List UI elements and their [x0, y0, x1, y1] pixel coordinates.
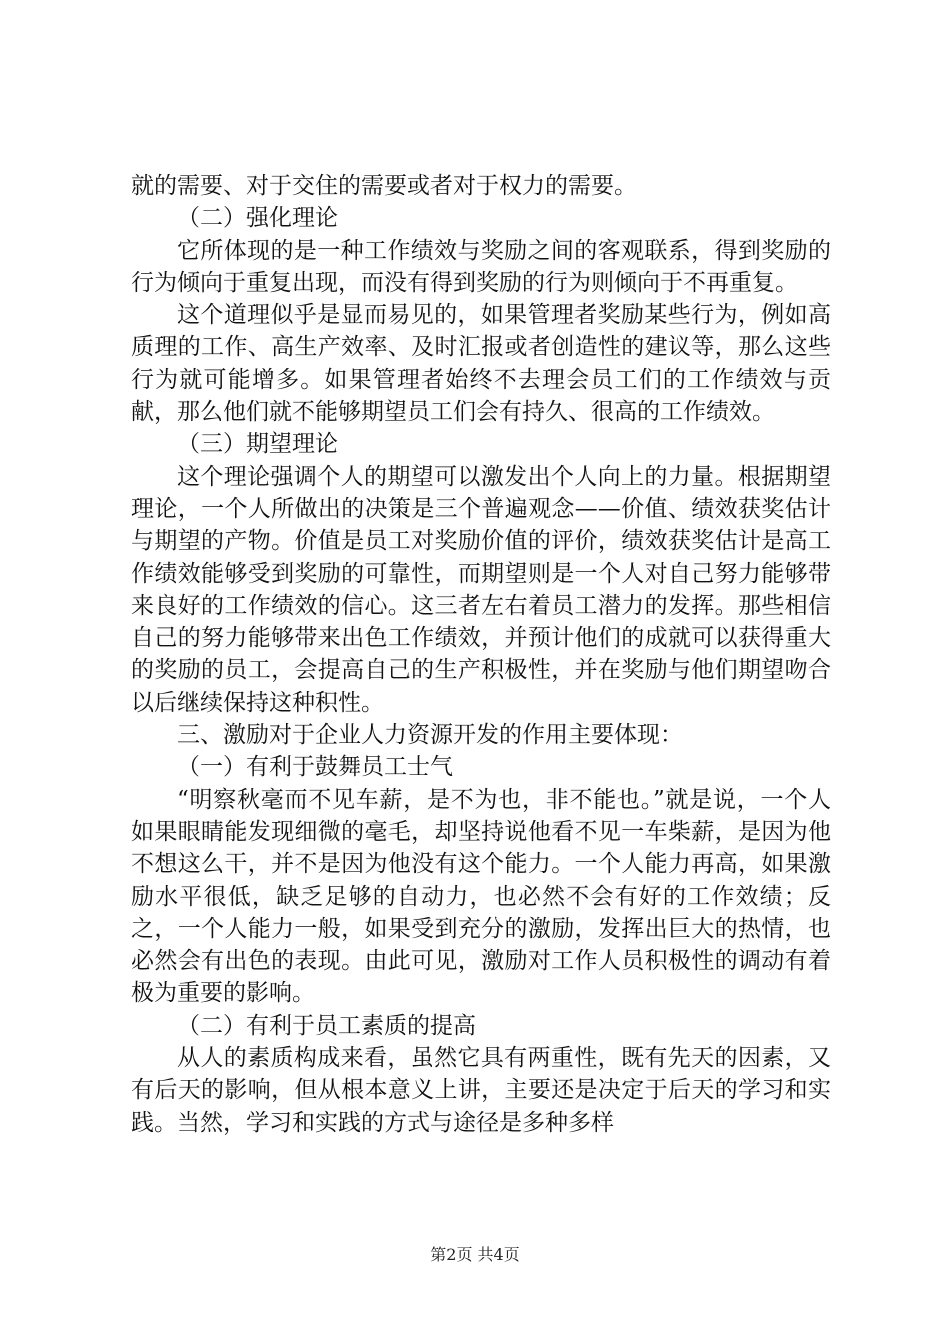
section-heading-quality: （二）有利于员工素质的提高 [177, 1012, 476, 1039]
page-number: 第2页 共4页 [430, 1245, 520, 1264]
section-heading-morale: （一）有利于鼓舞员工士气 [177, 754, 453, 781]
paragraph-continuation: 就的需要、对于交住的需要或者对于权力的需要。 [131, 173, 637, 199]
document-body [131, 170, 831, 1139]
section-heading-expectancy-theory: （三）期望理论 [177, 431, 338, 458]
section-heading-part-three: 三、激励对于企业人力资源开发的作用主要体现： [177, 722, 683, 749]
section-heading-reinforcement-theory: （二）强化理论 [177, 205, 338, 232]
paragraph: 这个道理似乎是显而易见的，如果管理者奖励某些行为，例如高质理的工作、高生产效率、及时汇报或者创造性的建议等，那么这些行为就可能增多。如果管理者始终不去理会员工们的工作绩效与贡献，那么他们就不能够期望员工们会有持久、很高的工作绩效。 [131, 302, 831, 426]
paragraph: 它所体现的是一种工作绩效与奖励之间的客观联系，得到奖励的行为倾向于重复出现，而没有得到奖励的行为则倾向于不再重复。 [131, 237, 831, 296]
paragraph: 从人的素质构成来看，虽然它具有两重性，既有先天的因素，又有后天的影响，但从根本意义上讲，主要还是决定于后天的学习和实践。当然，学习和实践的方式与途径是多种多样 [131, 1045, 831, 1136]
paragraph: 这个理论强调个人的期望可以激发出个人向上的力量。根据期望理论，一个人所做出的决策是三个普遍观念——价值、绩效获奖估计与期望的产物。价值是员工对奖励价值的评价，绩效获奖估计是高工作绩效能够受到奖励的可靠性，而期望则是一个人对自己努力能够带来良好的工作绩效的信心。这三者左右着员工潜力的发挥。那些相信自己的努力能够带来出色工作绩效，并预计他们的成就可以获得重大的奖励的员工，会提高自己的生产积极性，并在奖励与他们期望吻合以后继续保持这种积性。 [131, 463, 831, 716]
paragraph: “明察秋毫而不见车薪，是不为也，非不能也。”就是说，一个人如果眼睛能发现细微的毫毛，却坚持说他看不见一车柴薪，是因为他不想这么干，并不是因为他没有这个能力。一个人能力再高，如果激励水平很低，缺乏足够的自动力，也必然不会有好的工作效绩；反之，一个人能力一般，如果受到充分的激励，发挥出巨大的热情，也必然会有出色的表现。由此可见，激励对工作人员积极性的调动有着极为重要的影响。 [131, 786, 831, 1007]
